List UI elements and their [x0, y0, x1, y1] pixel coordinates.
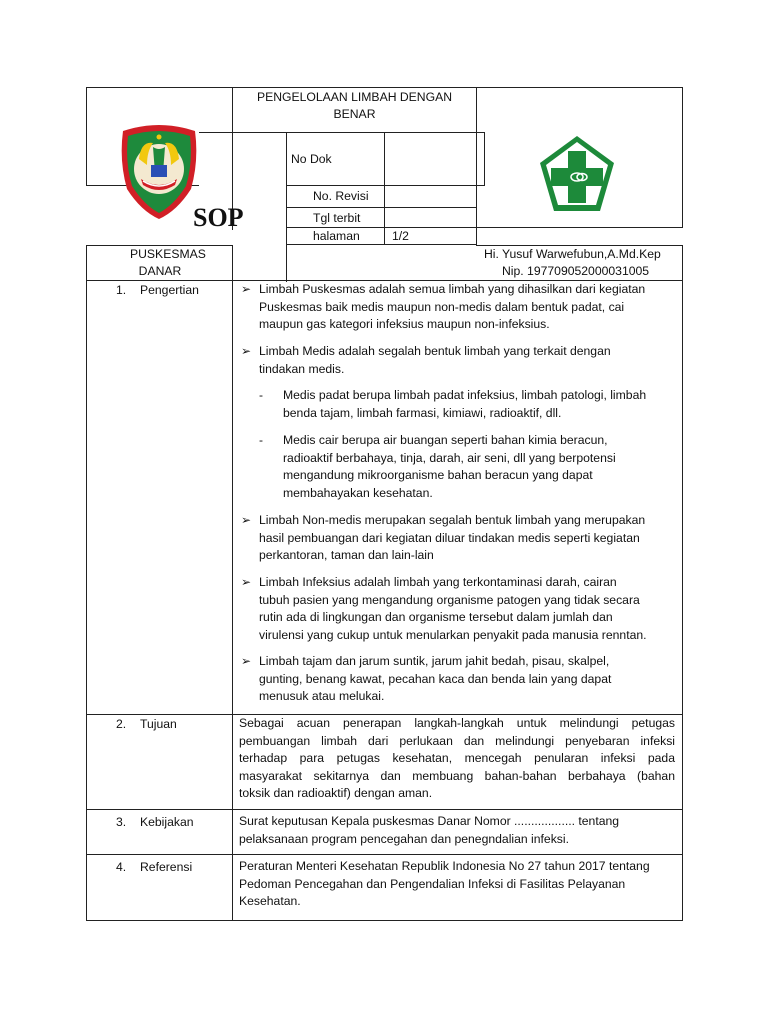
tujuan-text: Sebagai acuan penerapan langkah-langkah untuk melindungi petugas pembuangan limbah dari perlukaan dan melindungi penyebaran infeksi terhadap para petugas kesehatan, mencegah penularan infeksi pada masyarakat sekitarnya dan membuang bahan-bahan berbahaya (bahan toksik dan radioaktif) dengan aman. [239, 716, 675, 801]
table-border [86, 245, 87, 280]
section-number: 2. [116, 717, 127, 731]
section-label-tujuan: Tujuan [140, 717, 177, 731]
section-label-kebijakan: Kebijakan [140, 815, 194, 829]
table-border [682, 245, 683, 280]
kebijakan-text: Surat keputusan Kepala puskesmas Danar Nomor .................. tentang pelaksanaan program pencegahan dan penegndalian infeksi. [239, 814, 620, 846]
no-dok-label: No Dok [291, 152, 332, 166]
table-border [86, 280, 87, 921]
tgl-terbit-label: Tgl terbit [313, 211, 361, 225]
table-border [86, 854, 683, 855]
signer-name: Hi. Yusuf Warwefubun,A.Md.Kep [484, 247, 661, 261]
signer-nip: Nip. 197709052000031005 [502, 264, 650, 278]
no-revisi-label: No. Revisi [313, 189, 369, 203]
document-title-line1: PENGELOLAAN LIMBAH DENGAN [256, 90, 453, 104]
halaman-label: halaman [313, 229, 360, 243]
bullet-text: Limbah Non-medis merupakan segalah bentuk limbah yang merupakan hasil pembuangan dari kegiatan diluar tindakan medis seperti kegiatan perkantoran, taman dan lain-lain [259, 513, 646, 563]
halaman-value: 1/2 [392, 229, 409, 243]
table-border [476, 227, 683, 228]
table-border [682, 87, 683, 228]
dash-text: Medis padat berupa limbah padat infeksius, limbah patologi, limbah benda tajam, limbah farmasi, kimiawi, radioaktif, dll. [283, 388, 647, 420]
bullet-text: Limbah Medis adalah segalah bentuk limbah yang terkait dengan tindakan medis. [259, 344, 611, 376]
institution-line1: PUSKESMAS [130, 247, 206, 261]
dash-bullet-icon: - [259, 433, 263, 447]
section-label-referensi: Referensi [140, 860, 193, 874]
table-border [476, 87, 477, 245]
document-title-line2: BENAR [333, 107, 376, 121]
dash-text: Medis cair berupa air buangan seperti bahan kimia beracun, radioaktif berbahaya, tinja, darah, air seni, dll yang berpotensi mengandung mikroorganisme bahan beracun yang dapat membahayakan kesehatan. [283, 433, 616, 500]
arrow-bullet-icon: ➢ [241, 344, 252, 358]
section-label-pengertian: Pengertian [140, 283, 199, 297]
section-number: 1. [116, 283, 127, 297]
bullet-text: Limbah Puskesmas adalah semua limbah yang dihasilkan dari kegiatan Puskesmas baik medis maupun non-medis dalam bentuk padat, cai maupun gas kategori infeksius maupun non-infeksius. [259, 282, 646, 332]
puskesmas-cross-icon [535, 133, 619, 217]
bullet-text: Limbah Infeksius adalah limbah yang terkontaminasi darah, cairan tubuh pasien yang mengandung organisme patogen yang tidak secara rutin ada di lingkungan dan organisme tersebut dalam jumlah dan virulensi yang cukup untuk menularkan penyakit pada manusia renntan. [259, 575, 647, 642]
table-border [286, 207, 476, 208]
section-number: 4. [116, 860, 127, 874]
table-border [286, 185, 484, 186]
table-border [199, 132, 484, 133]
table-border [484, 132, 485, 186]
regency-emblem-icon [117, 121, 201, 221]
table-border [682, 280, 683, 921]
arrow-bullet-icon: ➢ [241, 654, 252, 668]
referensi-text: Peraturan Menteri Kesehatan Republik Indonesia No 27 tahun 2017 tentang Pedoman Pencegahan dan Pengendalian Infeksi di Fasilitas Pelayanan Kesehatan. [239, 859, 650, 909]
table-border [232, 280, 233, 921]
bullet-text: Limbah tajam dan jarum suntik, jarum jahit bedah, pisau, skalpel, gunting, benang kawat, pecahan kaca dan benda lain yang dapat menusuk atau melukai. [259, 654, 612, 704]
institution-line2: DANAR [138, 264, 182, 278]
arrow-bullet-icon: ➢ [241, 282, 252, 296]
sop-label: SOP [193, 203, 244, 232]
arrow-bullet-icon: ➢ [241, 575, 252, 589]
section-number: 3. [116, 815, 127, 829]
arrow-bullet-icon: ➢ [241, 513, 252, 527]
table-border [86, 920, 683, 921]
table-border [232, 245, 233, 280]
dash-bullet-icon: - [259, 388, 263, 402]
table-border [86, 87, 87, 186]
table-border [86, 809, 683, 810]
